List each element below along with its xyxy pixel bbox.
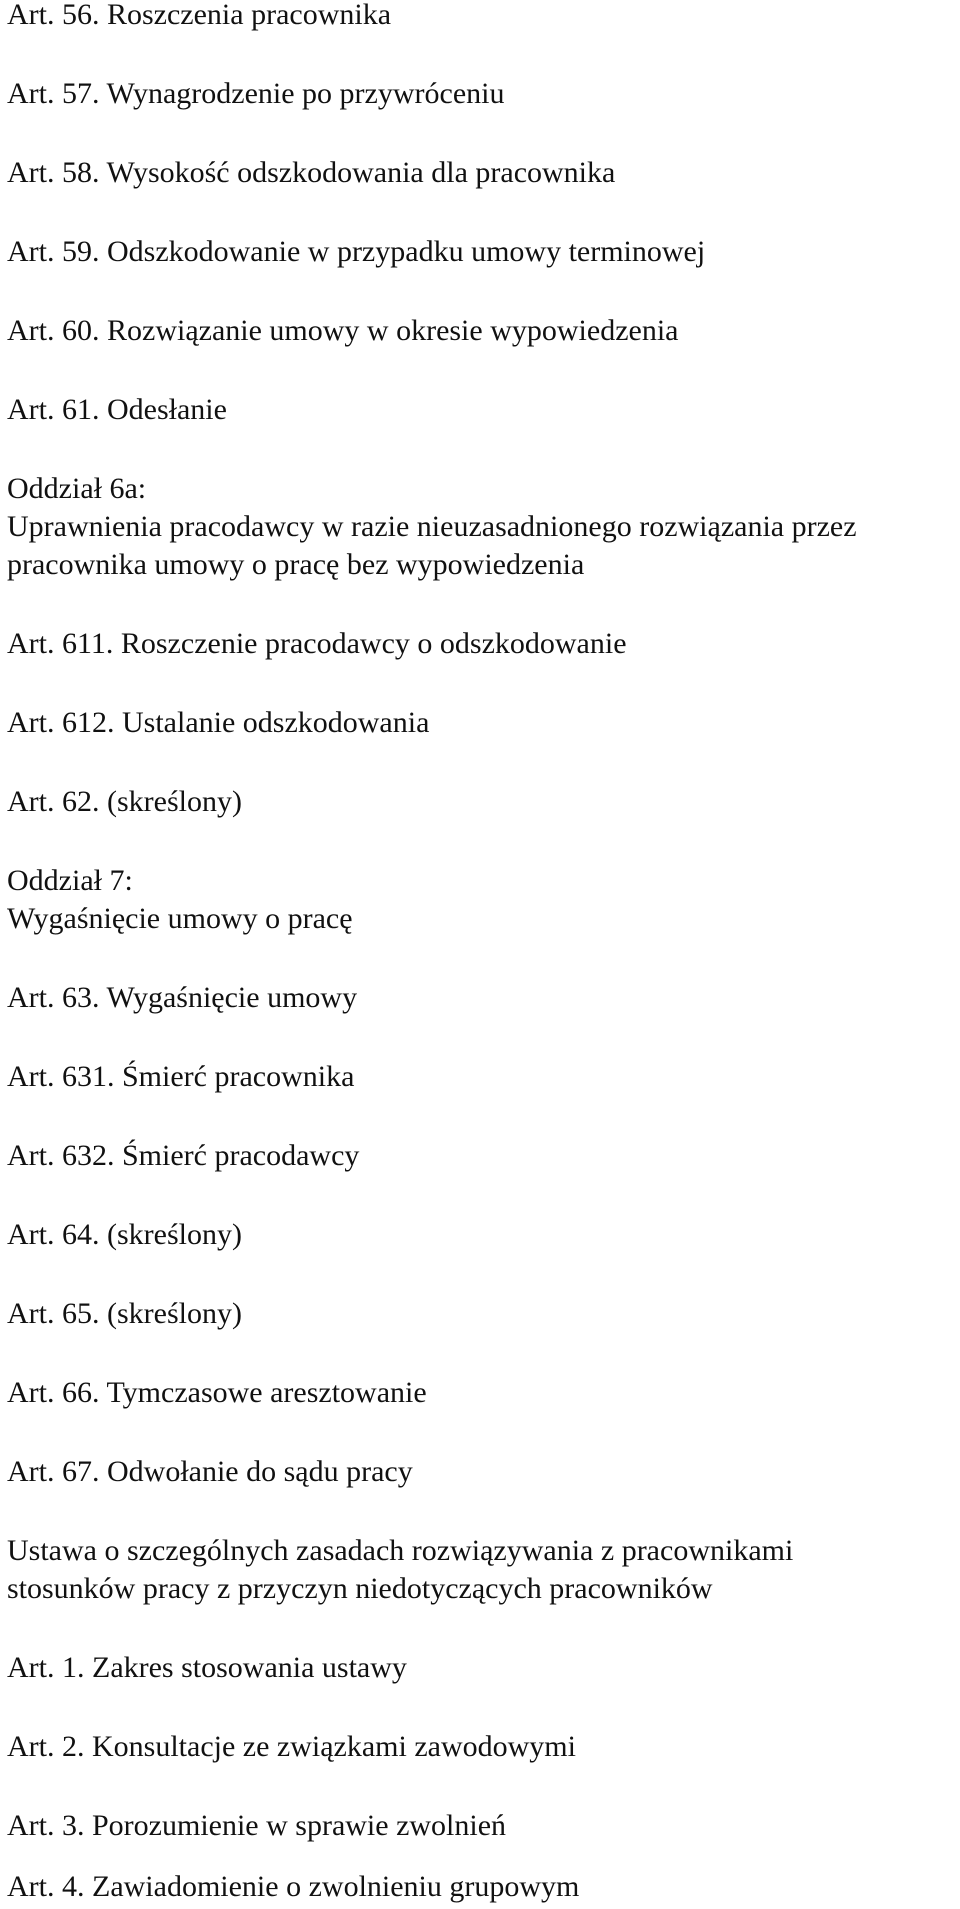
entry-ustawa-art3: Art. 3. Porozumienie w sprawie zwolnień bbox=[7, 1809, 507, 1842]
entry-art63: Art. 63. Wygaśnięcie umowy bbox=[7, 981, 358, 1014]
entry-art612: Art. 612. Ustalanie odszkodowania bbox=[7, 706, 430, 739]
section-ustawa-title-cont: stosunków pracy z przyczyn niedotyczących pracowników bbox=[7, 1572, 713, 1605]
section-ustawa-title: Ustawa o szczególnych zasadach rozwiązywania z pracownikami bbox=[7, 1534, 794, 1567]
entry-art611: Art. 611. Roszczenie pracodawcy o odszkodowanie bbox=[7, 627, 627, 660]
entry-art61: Art. 61. Odesłanie bbox=[7, 393, 227, 426]
entry-ustawa-art2: Art. 2. Konsultacje ze związkami zawodowymi bbox=[7, 1730, 576, 1763]
section-oddzial7-title: Wygaśnięcie umowy o pracę bbox=[7, 902, 353, 935]
entry-art56: Art. 56. Roszczenia pracownika bbox=[7, 0, 392, 31]
entry-ustawa-art1: Art. 1. Zakres stosowania ustawy bbox=[7, 1651, 407, 1684]
entry-art631: Art. 631. Śmierć pracownika bbox=[7, 1060, 355, 1093]
section-oddzial7-label: Oddział 7: bbox=[7, 864, 133, 897]
entry-art65: Art. 65. (skreślony) bbox=[7, 1297, 242, 1330]
entry-ustawa-art4: Art. 4. Zawiadomienie o zwolnieniu grupowym bbox=[7, 1870, 580, 1903]
entry-art60: Art. 60. Rozwiązanie umowy w okresie wypowiedzenia bbox=[7, 314, 679, 347]
entry-art57: Art. 57. Wynagrodzenie po przywróceniu bbox=[7, 77, 505, 110]
entry-art632: Art. 632. Śmierć pracodawcy bbox=[7, 1139, 360, 1172]
entry-art64: Art. 64. (skreślony) bbox=[7, 1218, 242, 1251]
section-oddzial6a-title-cont: pracownika umowy o pracę bez wypowiedzenia bbox=[7, 548, 585, 581]
entry-art67: Art. 67. Odwołanie do sądu pracy bbox=[7, 1455, 413, 1488]
entry-art58: Art. 58. Wysokość odszkodowania dla pracownika bbox=[7, 156, 616, 189]
entry-art66: Art. 66. Tymczasowe aresztowanie bbox=[7, 1376, 427, 1409]
section-oddzial6a-label: Oddział 6a: bbox=[7, 472, 147, 505]
section-oddzial6a-title: Uprawnienia pracodawcy w razie nieuzasadnionego rozwiązania przez bbox=[7, 510, 857, 543]
entry-art62: Art. 62. (skreślony) bbox=[7, 785, 242, 818]
entry-art59: Art. 59. Odszkodowanie w przypadku umowy terminowej bbox=[7, 235, 706, 268]
